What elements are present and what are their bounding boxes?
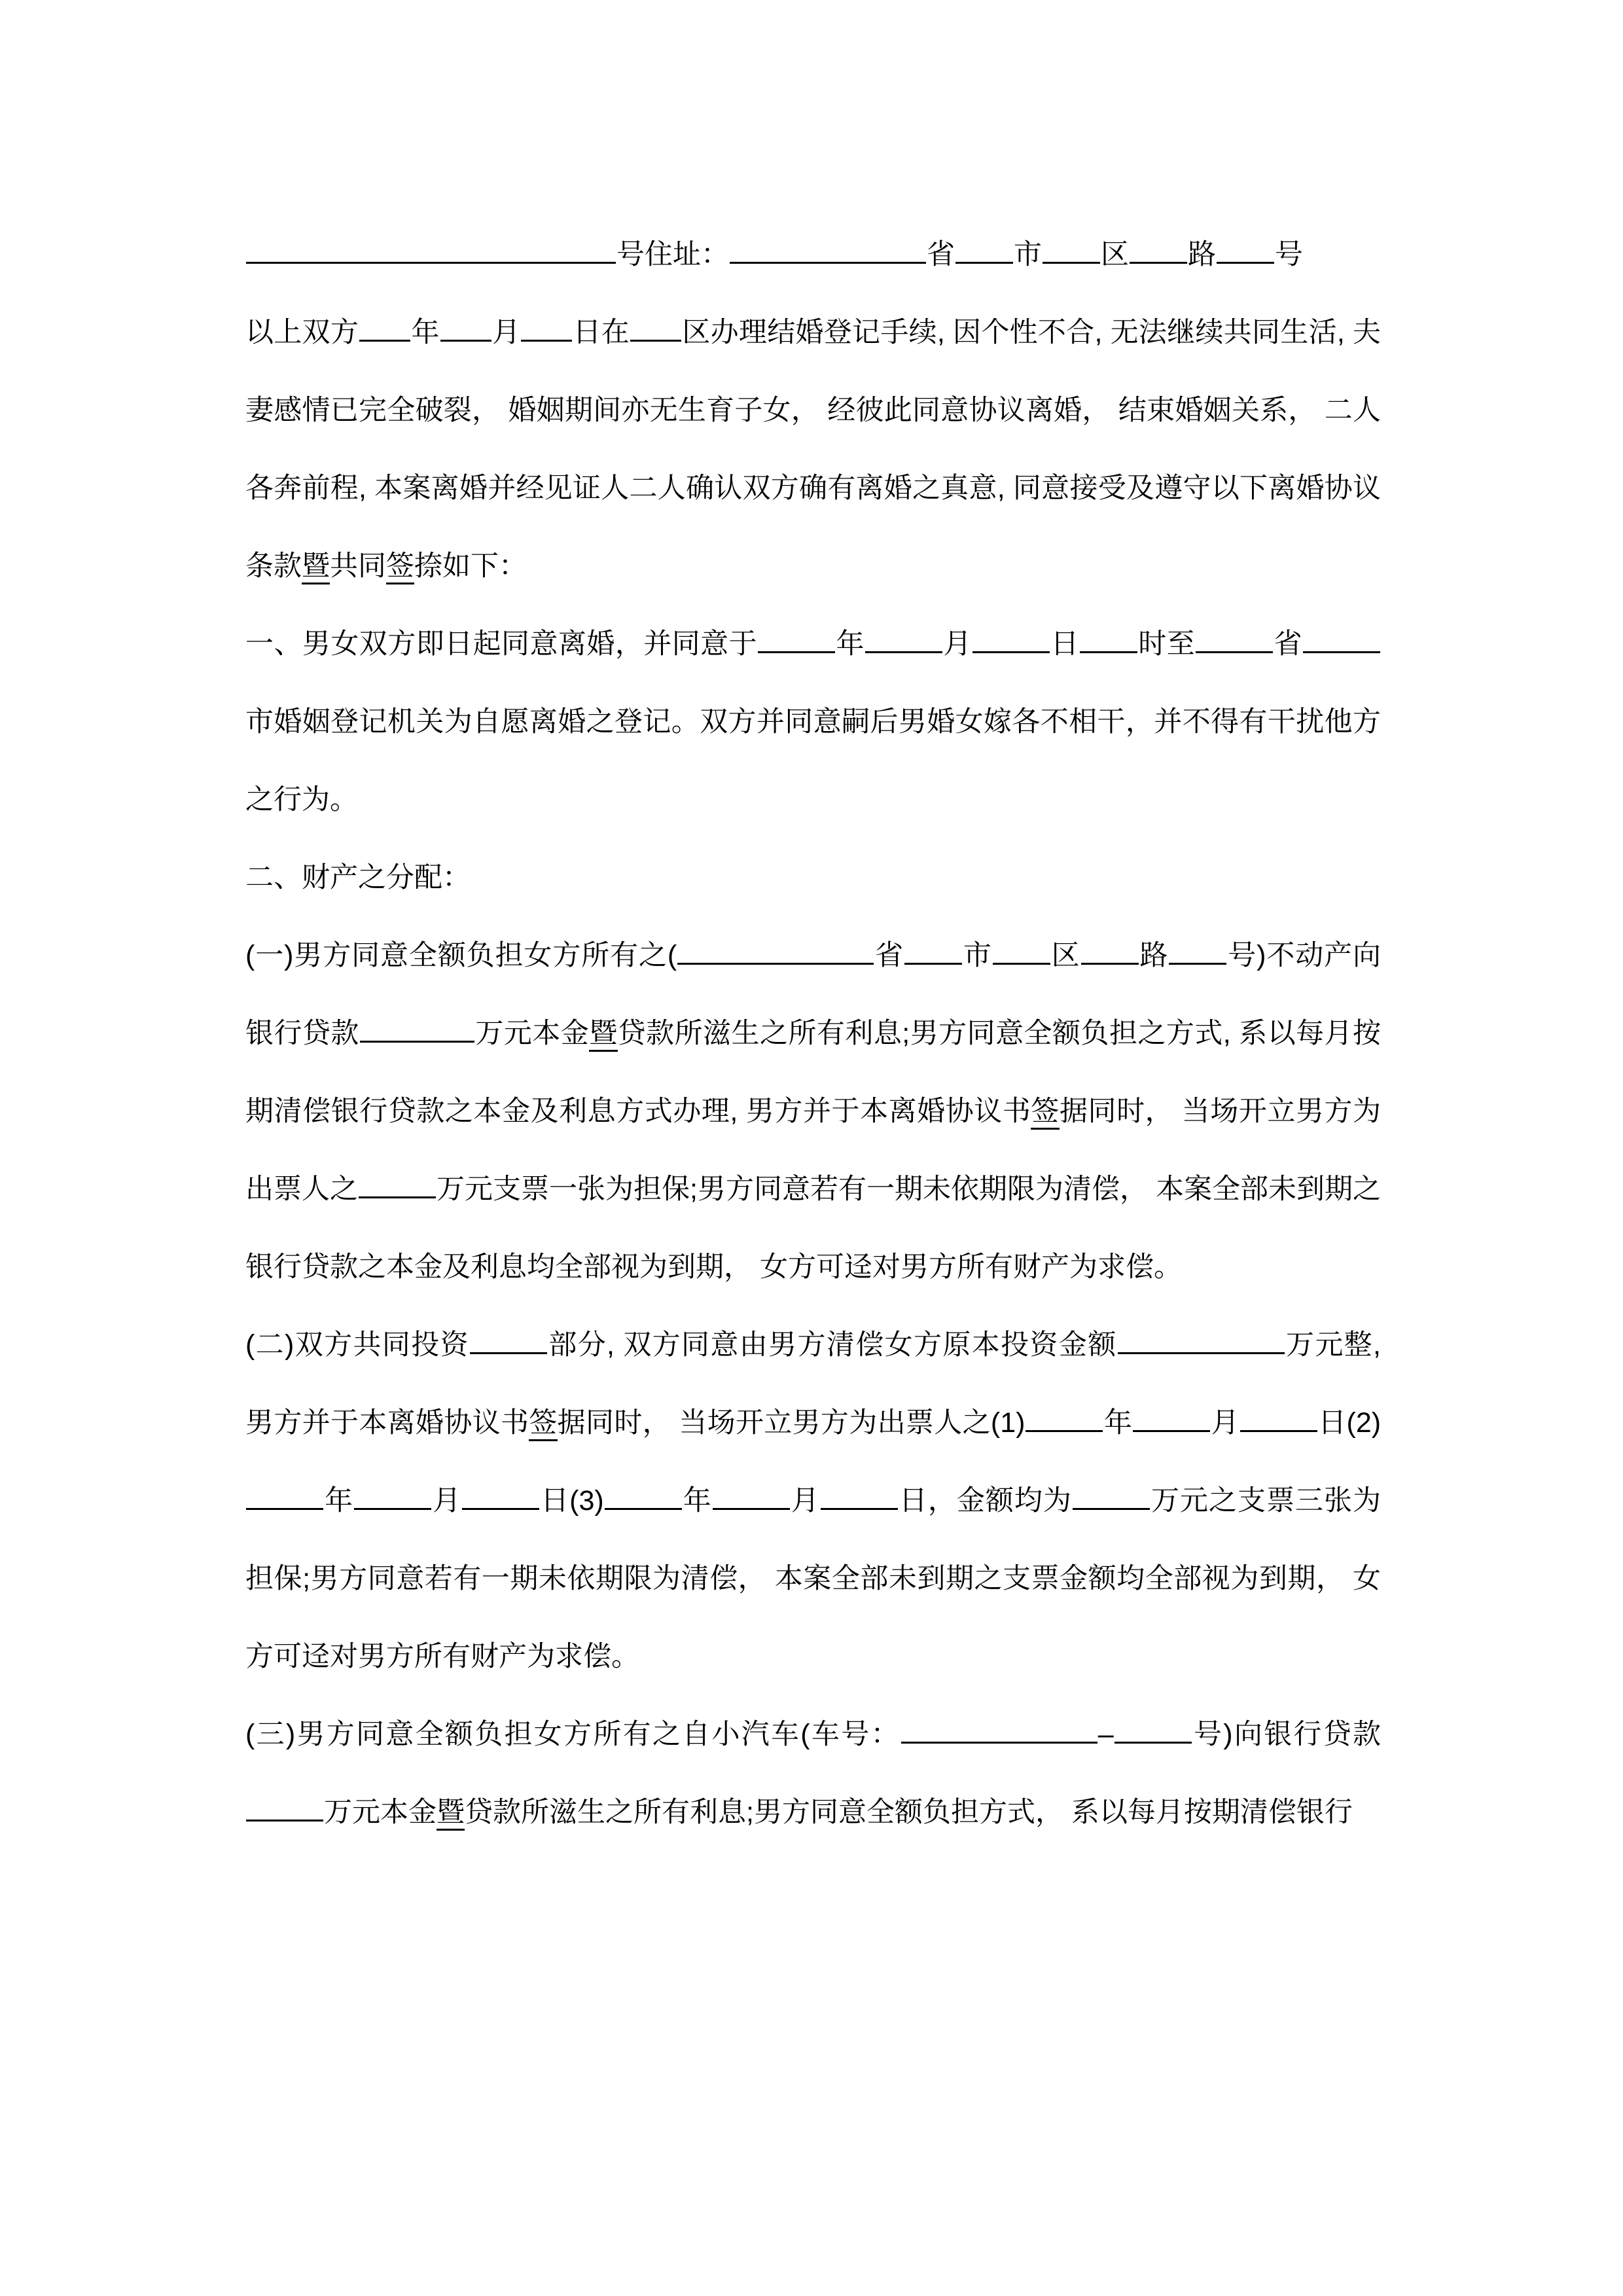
section1-sheng: 省 <box>1274 628 1303 660</box>
blank-marriage-month[interactable] <box>440 314 491 342</box>
blank-check3-month[interactable] <box>713 1482 790 1510</box>
blank-loan-principal[interactable] <box>360 1014 474 1043</box>
item2-tail-a: 万元之支票三张为担保;男方同意若有一期未依期限为清偿， 本案全部未到期之支票金额均全部视为到期， 女方可迳对男方所有财产为求偿。 <box>245 1485 1382 1672</box>
paragraph-intro <box>245 294 1381 605</box>
blank-check2-month[interactable] <box>354 1482 431 1510</box>
blank-reg-city[interactable] <box>1303 625 1380 653</box>
item3-body-pre: 万元本金 <box>324 1797 437 1828</box>
item3-lead: (三)男方同意全额负担女方所有之自小汽车(车号： <box>245 1719 901 1750</box>
item3-body-post: 贷款所滋生之所有利息;男方同意全额负担方式， 系以每月按期清偿银行 <box>465 1797 1353 1828</box>
label-qu: 区 <box>1101 239 1129 270</box>
blank-check1-day[interactable] <box>1240 1404 1317 1432</box>
item2-d1: 日 <box>1317 1407 1347 1439</box>
item2-y2: 年 <box>324 1485 354 1516</box>
label-shi: 市 <box>1014 239 1042 270</box>
item2-m2: 月 <box>432 1485 462 1516</box>
blank-reg-year[interactable] <box>758 625 835 653</box>
item2-mid-a: 部分, 双方同意由男方清偿女方原本投资金额 <box>547 1329 1117 1361</box>
item2-mid-b: 万元整, 男方并于本离婚协议书 <box>245 1329 1381 1439</box>
blank-check3-day[interactable] <box>821 1482 898 1510</box>
intro-year: 年 <box>411 317 440 348</box>
label-lu: 路 <box>1188 239 1216 270</box>
blank-car-plate-suffix[interactable] <box>1115 1715 1192 1744</box>
paragraph-item-1 <box>245 917 1381 1306</box>
section1-hour: 时至 <box>1137 628 1196 660</box>
blank-marriage-district[interactable] <box>630 314 681 342</box>
intro-text-c-mid: 共同 <box>330 550 386 582</box>
item3-underlined-ji: 暨 <box>437 1797 465 1831</box>
intro-text-b: 区办理结婚登记手续, 因个性不合, 无法继续共同生活, 夫妻感情已完全破裂， 婚姻期间亦无生育子女， 经彼此同意协议离婚， 结束婚姻关系， 二人各奔前程, 本案离婚并经见证人二人确认双方确有离婚之真意, 同意接受及遵守以下离婚协 <box>245 317 1382 504</box>
item2-n2: (2) <box>1346 1407 1382 1439</box>
blank-investment-part[interactable] <box>470 1326 547 1354</box>
paragraph-item-3 <box>245 1696 1381 1852</box>
intro-text-a: 以上双方 <box>245 317 359 348</box>
item1-body-d: 万元支票一张为担保;男方同意若有一期未依期限为清偿， 本案全部未到期之银行贷款之本金及利息均全部视为到期， 女方可迳对男方所有财产为求偿。 <box>245 1174 1381 1283</box>
item2-y3: 年 <box>682 1485 712 1516</box>
blank-property-city[interactable] <box>904 937 962 965</box>
blank-address-number[interactable] <box>1217 236 1274 264</box>
blank-check-amount[interactable] <box>359 1170 436 1198</box>
item2-n3: (3) <box>569 1485 604 1516</box>
blank-reg-month[interactable] <box>865 625 942 653</box>
label-hao-zhuzhi: 号住址： <box>616 239 729 270</box>
item1-body-b-post: 贷款所滋生之所有利息;男方同意全额负担之方式, 系以每月按期清偿银行贷款之本金及利息方式办理, 男方并于本离婚协议书 <box>245 1018 1382 1127</box>
blank-check1-month[interactable] <box>1133 1404 1210 1432</box>
blank-check3-year[interactable] <box>605 1482 682 1510</box>
blank-reg-day[interactable] <box>972 625 1050 653</box>
blank-car-plate-prefix[interactable] <box>901 1715 1097 1744</box>
blank-marriage-day[interactable] <box>521 314 572 342</box>
blank-check1-year[interactable] <box>1026 1404 1103 1432</box>
item1-lead: (一)男方同意全额负担女方所有之( <box>245 940 677 971</box>
intro-text-c-post: 捺如下： <box>414 550 527 582</box>
paragraph-item-2 <box>245 1306 1381 1696</box>
item1-body-c-post: 据同时， 当场开立男方为出票人之 <box>245 1096 1382 1205</box>
section1-tail: 市婚姻登记机关为自愿离婚之登记。双方并同意嗣后男婚女嫁各不相干，并不得有干扰他方之行为。 <box>245 706 1381 816</box>
paragraph-section-1 <box>245 605 1381 839</box>
blank-property-number[interactable] <box>1169 937 1226 965</box>
item2-m3: 月 <box>790 1485 820 1516</box>
item3-dash: – <box>1097 1719 1114 1750</box>
document-body <box>245 216 1381 1852</box>
item2-mid-b-post: 据同时， 当场开立男方为出票人之(1) <box>557 1407 1026 1439</box>
label-sheng: 省 <box>927 239 955 270</box>
section1-year: 年 <box>836 628 865 660</box>
intro-month: 月 <box>491 317 521 348</box>
item1-sheng: 省 <box>874 940 904 971</box>
blank-property-province[interactable] <box>677 937 874 965</box>
label-hao2: 号 <box>1275 239 1303 270</box>
intro-text-c-pre: 议条款 <box>245 473 1381 582</box>
paragraph-address-line <box>245 216 1381 294</box>
item1-body-b-pre: 万元本金 <box>474 1018 590 1049</box>
item1-hao: 号) <box>1227 940 1266 971</box>
blank-address-province[interactable] <box>730 236 926 264</box>
section1-day: 日 <box>1050 628 1079 660</box>
section1-month: 月 <box>942 628 972 660</box>
item3-hao: 号)向银行贷款 <box>1192 1719 1381 1750</box>
blank-address-district[interactable] <box>1043 236 1100 264</box>
item2-d3: 日，金额均为 <box>898 1485 1072 1516</box>
blank-reg-province[interactable] <box>1196 625 1273 653</box>
blank-address-city[interactable] <box>955 236 1013 264</box>
paragraph-section-2-heading: 二、财产之分配： <box>245 862 471 893</box>
blank-marriage-year[interactable] <box>359 314 410 342</box>
item1-underlined-qian: 签 <box>1031 1096 1060 1130</box>
item2-y1: 年 <box>1103 1407 1133 1439</box>
blank-reg-hour[interactable] <box>1080 625 1137 653</box>
item1-shi: 市 <box>962 940 992 971</box>
item1-underlined-ji: 暨 <box>589 1018 617 1052</box>
blank-check-each-amount[interactable] <box>1073 1482 1150 1510</box>
blank-check2-year[interactable] <box>246 1482 323 1510</box>
blank-property-road[interactable] <box>1081 937 1139 965</box>
blank-car-loan-principal[interactable] <box>246 1793 323 1821</box>
item1-body-a: 不动产向银行贷款 <box>245 940 1381 1049</box>
item2-underlined-qian: 签 <box>529 1407 557 1441</box>
item2-d2: 日 <box>540 1485 570 1516</box>
item1-lu: 路 <box>1139 940 1169 971</box>
item2-lead: (二)双方共同投资 <box>245 1329 469 1361</box>
blank-address-prefix[interactable] <box>246 236 616 264</box>
blank-check2-day[interactable] <box>462 1482 539 1510</box>
blank-investment-amount[interactable] <box>1118 1326 1285 1354</box>
intro-underlined-ji: 暨 <box>302 550 330 584</box>
blank-property-district[interactable] <box>993 937 1050 965</box>
item2-m1: 月 <box>1211 1407 1240 1439</box>
blank-address-road[interactable] <box>1130 236 1187 264</box>
intro-underlined-qian: 签 <box>386 550 414 584</box>
item1-qu: 区 <box>1050 940 1080 971</box>
section1-lead: 一、男女双方即日起同意离婚，并同意于 <box>245 628 758 660</box>
intro-day: 日在 <box>573 317 630 348</box>
